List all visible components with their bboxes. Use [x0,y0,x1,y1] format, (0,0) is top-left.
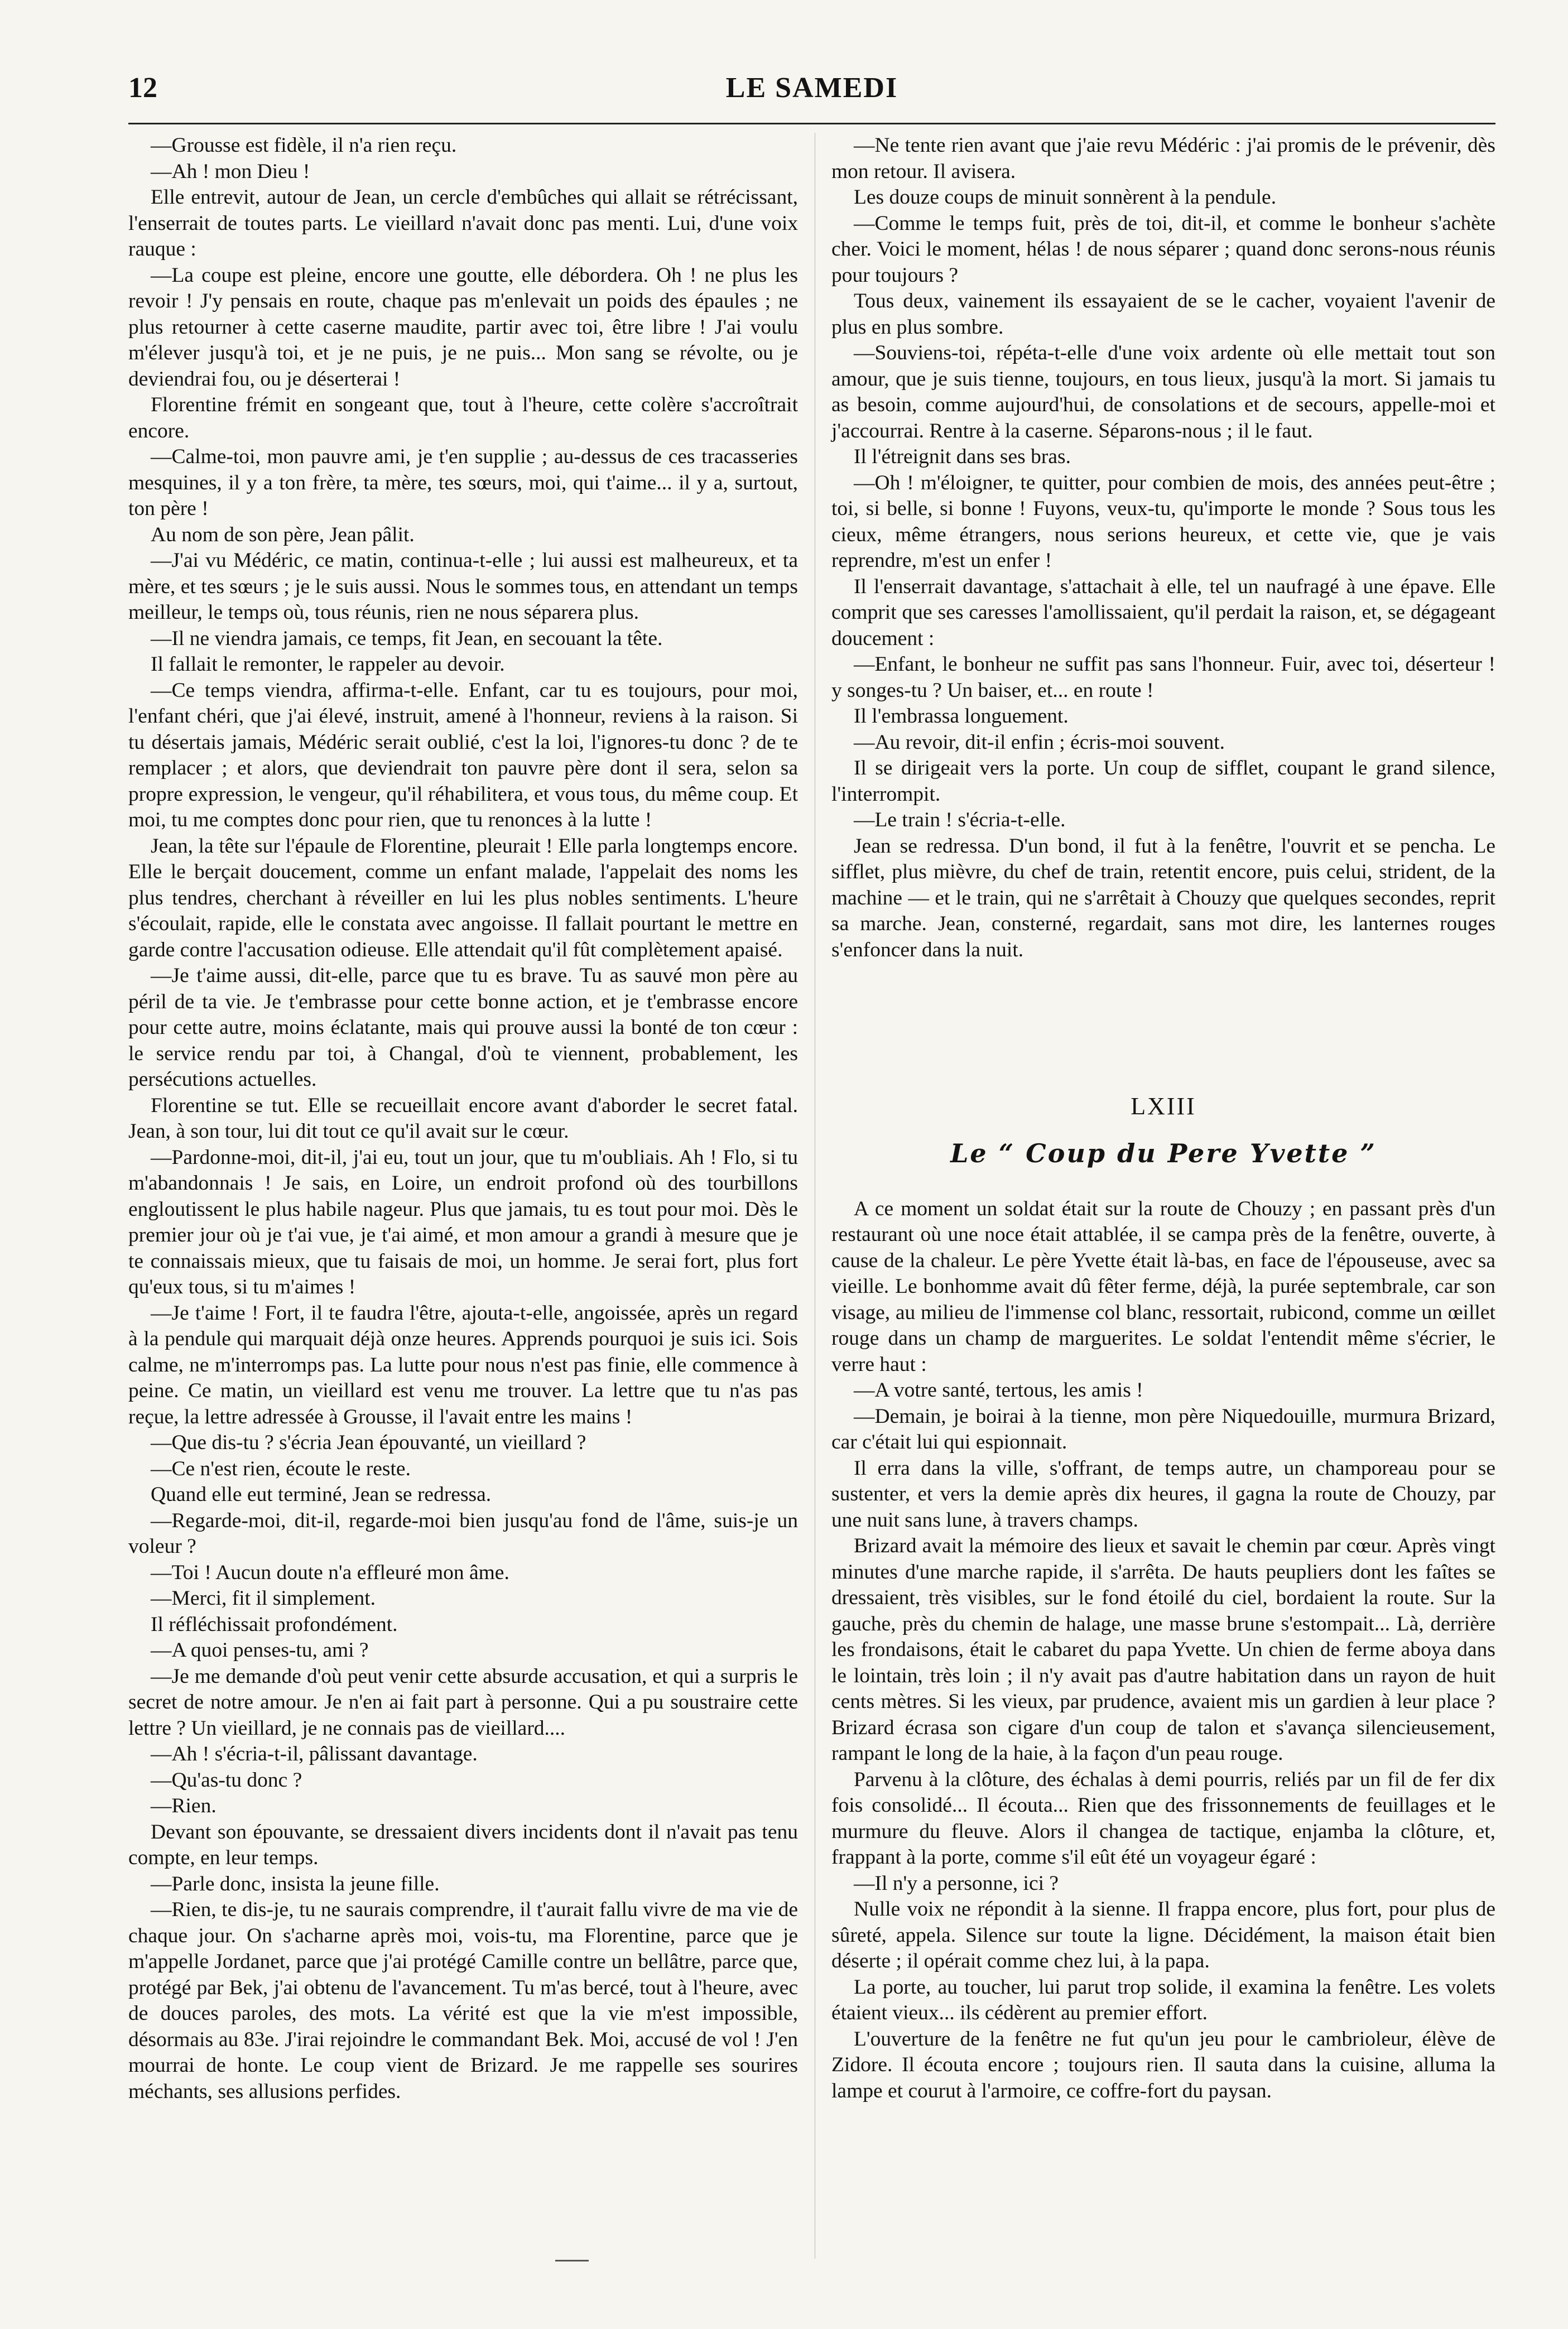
right-column [831,133,1495,2104]
paragraph: —Enfant, le bonheur ne suffit pas sans l'honneur. Fuir, avec toi, déserteur ! y songes-tu ? Un baiser, et... en route ! [831,653,1495,702]
paragraph: —Ce temps viendra, affirma-t-elle. Enfant, car tu es toujours, pour moi, l'enfant chéri, que j'ai élevé, instruit, amené à l'honneur, reviens à la raison. Si tu désertais jamais, Médéric serait oublié, c'est la loi, l'ignores-tu donc ? de te remplacer ; et alors, que deviendrait ton pauvre père dont il sera, selon sa propre expression, le vengeur, qu'il réhabilitera, et vous tous, du même coup. Et moi, tu me comptes donc pour rien, que tu renonces à la lutte ! [128,679,798,831]
paragraph: —Calme-toi, mon pauvre ami, je t'en supplie ; au-dessus de ces tracasseries mesquines, il y a ton frère, ta mère, tes sœurs, moi, qui t'aime... il y a, surtout, ton père ! [128,445,798,520]
page-number: 12 [128,72,157,104]
paragraph: Il réfléchissait profondément. [151,1613,398,1636]
paragraph: —Grousse est fidèle, il n'a rien reçu. [151,134,457,157]
chapter-title: Le “ Coup du Pere Yvette ” [950,1138,1377,1168]
paragraph: Florentine se tut. Elle se recueillait encore avant d'aborder le secret fatal. Jean, à son tour, lui dit tout ce qu'il avait sur le cœur. [128,1094,798,1143]
paragraph: Quand elle eut terminé, Jean se redressa. [151,1483,492,1506]
paragraph: —Comme le temps fuit, près de toi, dit-il, et comme le bonheur s'achète cher. Voici le moment, hélas ! de nous séparer ; quand donc serons-nous réunis pour toujours ? [831,211,1495,287]
paragraph: —Merci, fit il simplement. [151,1587,376,1610]
paragraph: —Toi ! Aucun doute n'a effleuré mon âme. [151,1561,509,1584]
section-gap [831,963,1495,1091]
paragraph: —Je t'aime ! Fort, il te faudra l'être, ajouta-t-elle, angoissée, après un regard à la pendule qui marquait déjà onze heures. Apprends pourquoi je suis ici. Sois calme, ne m'interromps pas. La lutte pour nous n'est pas finie, elle commence à peine. Ce matin, un vieillard est venu me trouver. La lettre que tu n'as pas reçue, la lettre adressée à Grousse, il l'avait entre les mains ! [128,1301,798,1428]
paragraph: —A votre santé, tertous, les amis ! [854,1379,1143,1402]
paragraph: —Regarde-moi, dit-il, regarde-moi bien jusqu'au fond de l'âme, suis-je un voleur ? [128,1509,798,1558]
story-continuation [831,133,1495,963]
paragraph: Devant son épouvante, se dressaient divers incidents dont il n'avait pas tenu compte, en leur temps. [128,1820,798,1869]
paragraph: —Ce n'est rien, écoute le reste. [151,1457,411,1480]
paragraph: Il l'étreignit dans ses bras. [854,445,1071,468]
chapter-body [831,1196,1495,2105]
paragraph: —Il ne viendra jamais, ce temps, fit Jean, en secouant la tête. [151,627,663,650]
paragraph: Brizard avait la mémoire des lieux et savait le chemin par cœur. Après vingt minutes d'une marche rapide, il s'arrêta. De hauts peupliers dont les faîtes se dressaient, très visibles, sur le fond étoilé du ciel, bordaient la route. Sur la gauche, près du chemin de halage, une masse brune s'estompait... Là, derrière les frondaisons, était le cabaret du papa Yvette. Un chien de ferme aboya dans le lointain, très loin ; il n'y avait pas d'autre habitation dans un rayon de huit cents mètres. Si les vieux, par prudence, avaient mis un gardien à leur place ? Brizard écrasa son cigare d'un coup de talon et s'avança silencieusement, rampant le long de la haie, à la façon d'un peau rouge. [831,1534,1495,1765]
paragraph: Il fallait le remonter, le rappeler au devoir. [151,653,505,676]
paragraph: Il l'embrassa longuement. [854,705,1069,728]
paragraph: Il erra dans la ville, s'offrant, de temps autre, un champoreau pour se sustenter, et vers la demie après dix heures, il gagna la route de Chouzy, par une nuit sans lune, à travers champs. [831,1456,1495,1532]
paragraph: Au nom de son père, Jean pâlit. [151,523,415,546]
paragraph: Jean, la tête sur l'épaule de Florentine, pleurait ! Elle parla longtemps encore. Elle le berçait doucement, comme un enfant malade, l'appelait des noms les plus tendres, cherchant à réveiller en lui les plus nobles sentiments. L'heure s'écoulait, rapide, elle le constata avec angoisse. Il fallait pourtant le mettre en garde contre l'accusation odieuse. Elle attendait qu'il fût complètement apaisé. [128,834,798,961]
paragraph: —Je me demande d'où peut venir cette absurde accusation, et qui a surpris le secret de notre amour. Je n'en ai fait part à personne. Qui a pu soustraire cette lettre ? Un vieillard, je ne connais pas de vieillard.... [128,1664,798,1740]
paragraph: L'ouverture de la fenêtre ne fut qu'un jeu pour le cambrioleur, élève de Zidore. Il écouta encore ; toujours rien. Il sauta dans la cuisine, alluma la lampe et courut à l'armoire, ce coffre-fort du paysan. [831,2027,1495,2102]
paragraph: —Parle donc, insista la jeune fille. [151,1872,440,1895]
paragraph: A ce moment un soldat était sur la route de Chouzy ; en passant près d'un restaurant où une noce était attablée, il se campa près de la fenêtre, ouverte, à cause de la chaleur. Le père Yvette était là-bas, en face de l'épouseuse, avec sa vieille. Le bonhomme avait dû fêter ferme, déjà, la purée septembrale, car son visage, au milieu de l'immense col blanc, ressortait, rubicond, comme un œillet rouge dans un champ de marguerites. Le soldat l'entendit même s'écrier, le verre haut : [831,1197,1495,1376]
running-title: LE SAMEDI [725,72,898,104]
paragraph: —Ah ! mon Dieu ! [151,160,310,183]
paragraph: —Je t'aime aussi, dit-elle, parce que tu es brave. Tu as sauvé mon père au péril de ta vie. Je t'embrasse pour cette bonne action, et je t'embrasse encore pour cette autre, moins éclatante, mais qui prouve aussi la bonté de ton cœur : le service rendu par toi, à Changal, d'où te viennent, probablement, les persécutions actuelles. [128,964,798,1091]
paragraph: Jean se redressa. D'un bond, il fut à la fenêtre, l'ouvrit et se pencha. Le sifflet, plus mièvre, du chef de train, retentit encore, puis celui, strident, de la machine — et le train, qui ne s'arrêtait à Chouzy que quelques secondes, reprit sa marche. Jean, consterné, regardait, sans mot dire, les lanternes rouges s'enfoncer dans la nuit. [831,834,1495,961]
paragraph: —Il n'y a personne, ici ? [854,1871,1059,1895]
paragraph: —Rien, te dis-je, tu ne saurais comprendre, il t'aurait fallu vivre de ma vie de chaque jour. On s'acharne après moi, vois-tu, ma Florentine, parce que je m'appelle Jordanet, parce que j'ai protégé Camille contre un bellâtre, parce que, protégé par Bek, j'ai obtenu de l'avancement. Tu m'as bercé, tout à l'heure, avec de douces paroles, des mots. La vérité est que la vie m'est impossible, désormais au 83e. J'irai rejoindre le commandant Bek. Moi, accusé de vol ! J'en mourrai de honte. Le coup vient de Brizard. Je me rappelle ses sourires méchants, ses allusions perfides. [128,1898,798,2103]
paragraph: —La coupe est pleine, encore une goutte, elle débordera. Oh ! ne plus les revoir ! J'y pensais en route, chaque pas m'enlevait un poids des épaules ; ne plus retourner à cette caserne maudite, partir avec toi, être libre ! J'ai voulu m'élever jusqu'à toi, et je ne puis, je ne puis... Mon sang se révolte, ou je deviendrai fou, ou je déserterai ! [128,263,798,391]
paragraph: Les douze coups de minuit sonnèrent à la pendule. [854,186,1277,209]
paragraph: Il l'enserrait davantage, s'attachait à elle, tel un naufragé à une épave. Elle comprit que ses caresses l'amollissaient, qu'il perdait la raison, et, se dégageant doucement : [831,575,1495,650]
chapter-number: LXIII [1131,1093,1196,1120]
paragraph: —Oh ! m'éloigner, te quitter, pour combien de mois, des années peut-être ; toi, si belle, si bonne ! Fuyons, veux-tu, qu'importe le monde ? Sous tous les cieux, même étrangers, nous serions heureux, et cette vie, que je vais reprendre, m'est un enfer ! [831,471,1495,572]
paragraph: —Ne tente rien avant que j'aie revu Médéric : j'ai promis de le prévenir, dès mon retour. Il avisera. [831,134,1495,183]
paragraph: —Demain, je boirai à la tienne, mon père Niquedouille, murmura Brizard, car c'était lui qui espionnait. [831,1404,1495,1454]
paragraph: —Rien. [151,1794,217,1817]
paragraph: —Pardonne-moi, dit-il, j'ai eu, tout un jour, que tu m'oubliais. Ah ! Flo, si tu m'abandonnais ! Je sais, en Loire, un endroit profond où des tourbillons engloutissent le plus habile nageur. Plus que jamais, tu es tout pour moi. Dès le premier jour où je t'ai vue, je t'ai aimé, et mon amour a grandi à mesure que je te connaissais mieux, que tu faisais de moi, un homme. Je serai fort, plus fort qu'eux tous, si tu m'aimes ! [128,1146,798,1298]
paragraph: —Qu'as-tu donc ? [151,1768,302,1792]
paragraph: —J'ai vu Médéric, ce matin, continua-t-elle ; lui aussi est malheureux, et ta mère, et tes sœurs ; je le suis aussi. Nous le sommes tous, en attendant un temps meilleur, le temps où, tous réunis, rien ne nous séparera plus. [128,549,798,624]
page-header [128,71,1495,116]
footer-mark [555,2260,589,2261]
paragraph: Il se dirigeait vers la porte. Un coup de sifflet, coupant le grand silence, l'interrompit. [831,757,1495,806]
paragraph: Parvenu à la clôture, des échalas à demi pourris, reliés par un fil de fer dix fois consolidé... Il écouta... Rien que des frissonnements de feuillages et le murmure du fleuve. Alors il changea de tactique, enjamba la clôture, et, frappant à la porte, comme s'il eût été un voyageur égaré : [831,1768,1495,1869]
left-column [128,133,798,2105]
paragraph: Florentine frémit en songeant que, tout à l'heure, cette colère s'accroîtrait encore. [128,393,798,442]
paragraph: —Que dis-tu ? s'écria Jean épouvanté, un vieillard ? [151,1431,586,1454]
paragraph: Tous deux, vainement ils essayaient de se le cacher, voyaient l'avenir de plus en plus sombre. [831,290,1495,339]
header-rule [128,123,1495,124]
paragraph: —Souviens-toi, répéta-t-elle d'une voix ardente où elle mettait tout son amour, que je suis tienne, toujours, en tous lieux, jusqu'à la mort. Si jamais tu as besoin, comme aujourd'hui, de consolations et de secours, appelle-moi et j'accourrai. Rentre à la caserne. Séparons-nous ; il le faut. [831,341,1495,442]
paragraph: Nulle voix ne répondit à la sienne. Il frappa encore, plus fort, pour plus de sûreté, appela. Silence sur toute la ligne. Décidément, la maison était bien déserte ; il opérait comme chez lui, à la papa. [831,1898,1495,1973]
paragraph: Elle entrevit, autour de Jean, un cercle d'embûches qui allait se rétrécissant, l'enserrait de toutes parts. Le vieillard n'avait donc pas menti. Lui, d'une voix rauque : [128,186,798,261]
paragraph: —A quoi penses-tu, ami ? [151,1639,369,1662]
paragraph: —Au revoir, dit-il enfin ; écris-moi souvent. [854,730,1225,754]
paragraph: —Ah ! s'écria-t-il, pâlissant davantage. [151,1743,478,1765]
paragraph: —Le train ! s'écria-t-elle. [854,809,1066,831]
paragraph: La porte, au toucher, lui parut trop solide, il examina la fenêtre. Les volets étaient vieux... ils cédèrent au premier effort. [831,1975,1495,2025]
